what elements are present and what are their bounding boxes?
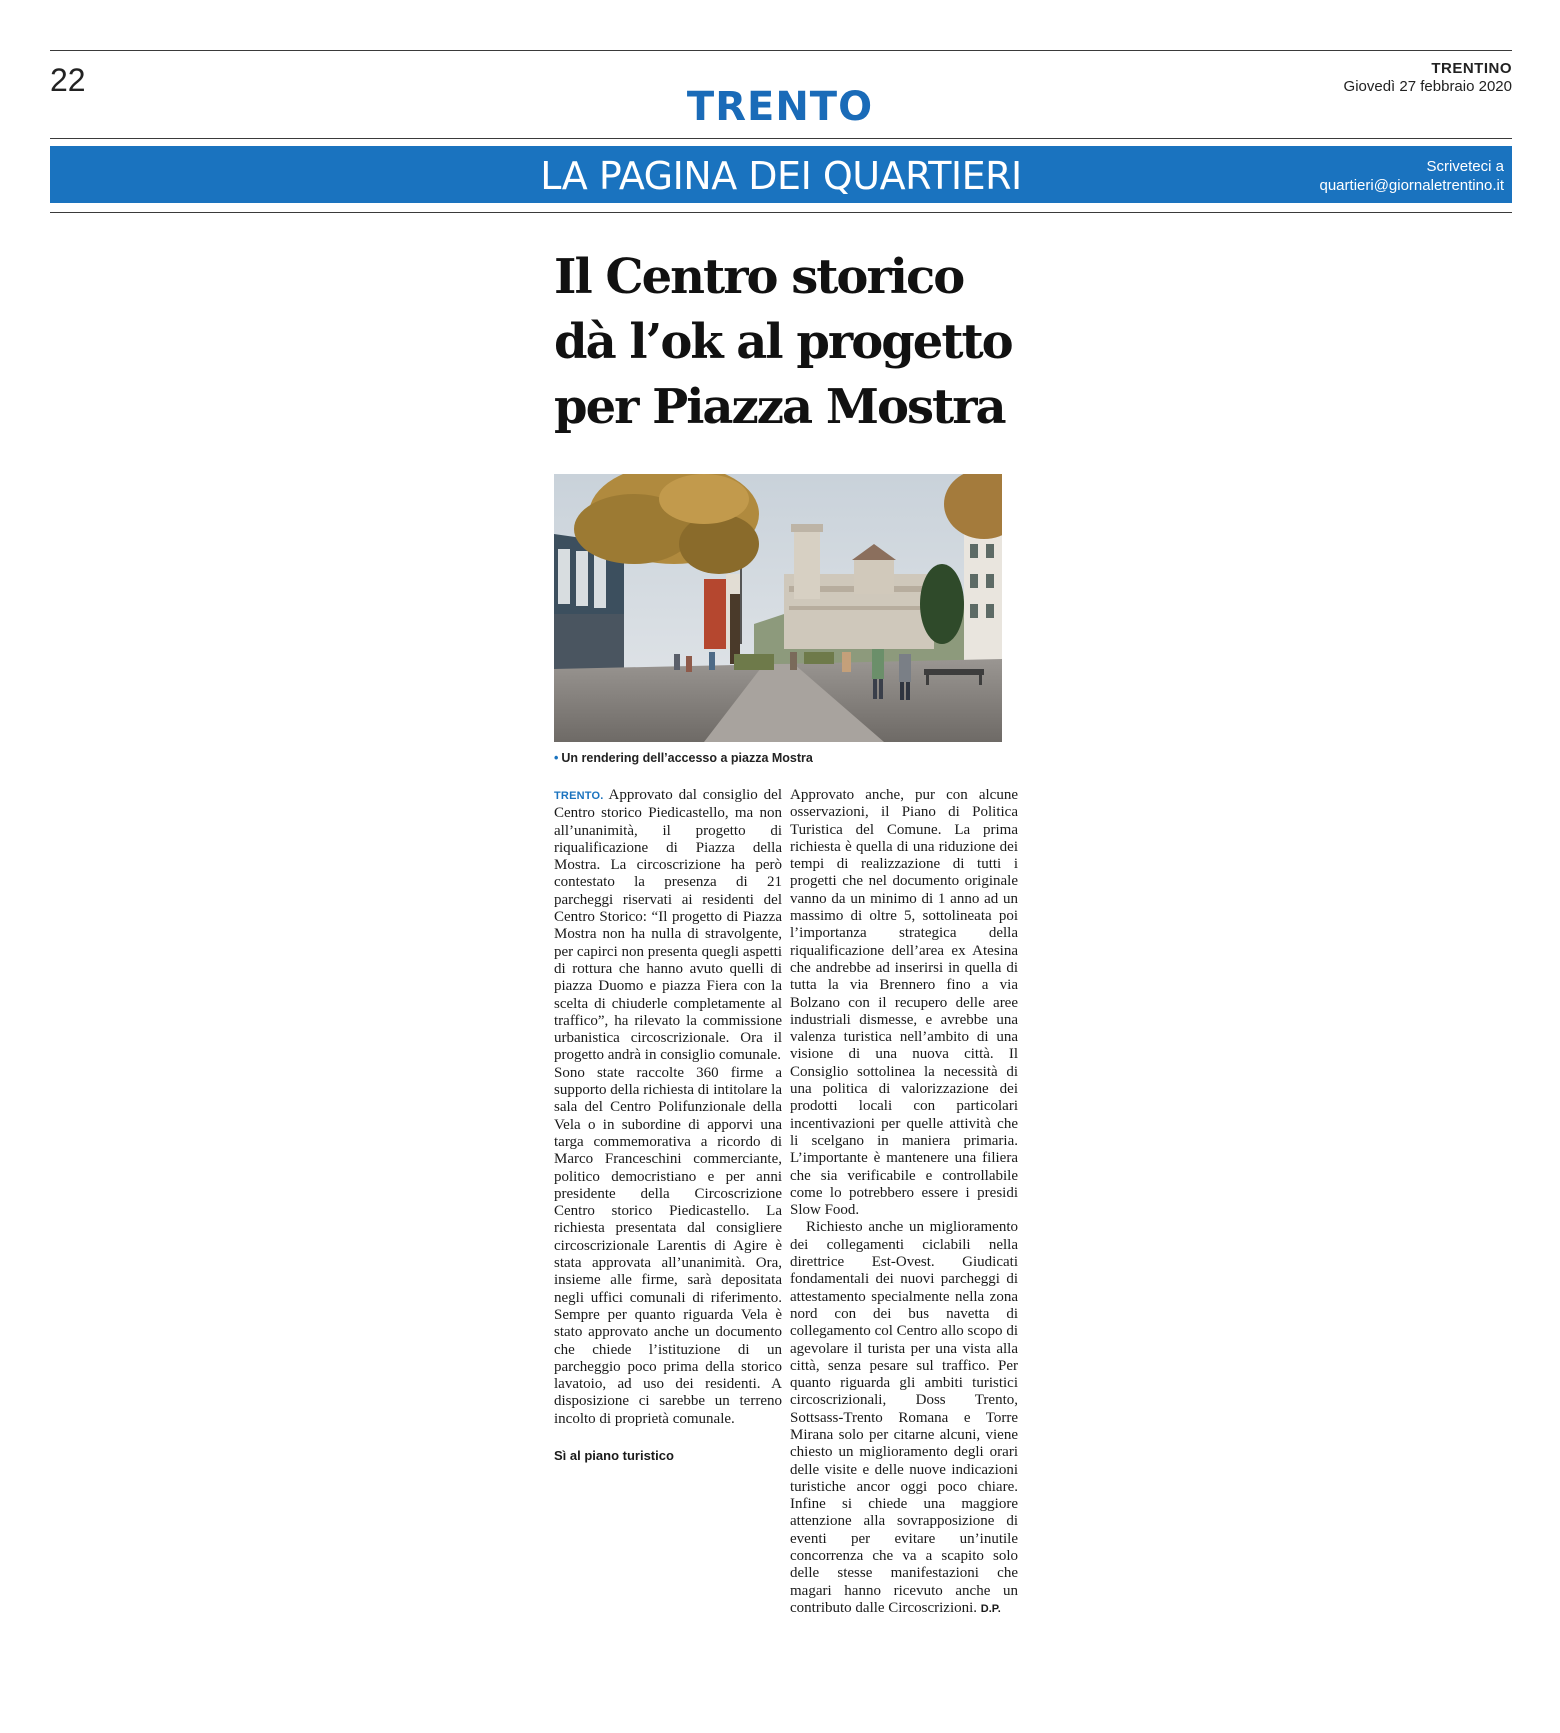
article-paragraph	[790, 1219, 1018, 1618]
section-banner	[50, 146, 1512, 203]
section-title: TRENTO	[686, 84, 874, 130]
author-signature: D.P.	[980, 1602, 1001, 1615]
dateline: TRENTO.	[554, 790, 604, 802]
headline-line: Il Centro storico	[554, 249, 964, 305]
headline-line: per Piazza Mostra	[554, 379, 1005, 435]
article-subhead: Sì al piano turistico	[554, 1447, 674, 1463]
article-column-1	[554, 787, 782, 1464]
top-rule	[50, 50, 1512, 51]
contact-email: quartieri@giornaletrentino.it	[1319, 177, 1504, 194]
contact-label: Scriveteci a	[1426, 158, 1504, 175]
caption-bullet: •	[554, 751, 559, 765]
article-headline	[554, 245, 1014, 440]
banner-contact	[1320, 157, 1505, 195]
paragraph-text: Richiesto anche un miglioramento dei collegamenti ciclabili nella direttrice Est-Ovest. Giudicati fondamentali dei nuovi parcheggi di attestamento specialmente nella zona nord con dei bus navetta di collegamento col Centro allo scopo di agevolare il turista per una vista alla città, senza pesare sul traffico. Per quanto riguarda gli ambiti turistici circoscrizionali, Doss Trento, Sottsass-Trento Romana e Torre Mirana solo per citarne alcuni, viene chiesto un miglioramento degli orari delle visite e delle nuove indicazioni turistiche ancor oggi poco chiare. Infine si chiede una maggiore attenzione alla sovrapposizione di eventi per evitare un’inutile concorrenza che va a scapito solo delle stesse manifestazioni che magari hanno ricevuto anche un contributo dalle Circoscrizioni.	[790, 1219, 1018, 1616]
paragraph-text: Approvato dal consiglio del Centro storico Piedicastello, ma non all’unanimità, il progetto di riqualificazione di Piazza della Mostra. La circoscrizione ha però contestato la presenza di 21 parcheggi riservati ai residenti del Centro Storico: “Il progetto di Piazza Mostra non ha nulla di stravolgente, per capirci non presenta quegli aspetti di rottura che hanno avuto quelli di piazza Duomo e piazza Fiera con la scelta di chiuderle completamente al traffico”, ha rilevato la commissione urbanistica circoscrizionale. Ora il progetto andrà in consiglio comunale.	[554, 787, 782, 1064]
article-paragraph: Sono state raccolte 360 firme a supporto della richiesta di intitolare la sala del Centro Polifunzionale della Vela o in subordine di apporvi una targa commemorativa a ricordo di Marco Franceschini commerciante, politico democristiano e per anni presidente della Circoscrizione Centro storico Piedicastello. La richiesta presentata dal consigliere circoscrizionale Larentis di Agire è stata approvata all’unanimità. Ora, insieme alle firme, sarà depositata negli uffici comunali di riferimento. Sempre per quanto riguarda Vela è stato approvato anche un documento che chiede l’istituzione di un parcheggio poco prima della storico lavatoio, ad uso dei residenti. A disposizione ci sarebbe un terreno incolto di proprietà comunale.	[554, 1064, 782, 1427]
article-paragraph	[554, 787, 782, 1065]
caption-text: Un rendering dell’accesso a piazza Mostra	[561, 751, 813, 765]
masthead	[1344, 60, 1512, 96]
article-photo	[554, 474, 1002, 742]
photo-caption	[554, 751, 1014, 765]
issue-date: Giovedì 27 febbraio 2020	[1343, 78, 1512, 95]
article-paragraph: Approvato anche, pur con alcune osservazioni, il Piano di Politica Turistica del Comune. La prima richiesta è quella di una riduzione dei tempi di realizzazione di tutti i progetti che nel documento originale vanno da un minimo di 1 anno ad un massimo di oltre 5, sottolineata poi l’importanza strategica della riqualificazione dell’area ex Atesina che andrebbe ad inserirsi in quella di tutta la via Brennero fino a via Bolzano con il recupero delle aree industriali dismesse, e avrebbe una valenza turistica nell’ambito di una visione di una nuova città. Il Consiglio sottolinea la necessità di una politica di valorizzazione dei prodotti locali con particolari incentivazioni per quelle attività che li scelgano in maniera primaria. L’importante è mantenere una filiera che sia verificabile e controllabile come lo potrebbero essere i presidi Slow Food.	[790, 787, 1018, 1219]
header-rule	[50, 138, 1512, 139]
page-number: 22	[50, 62, 86, 98]
banner-rule	[50, 212, 1512, 213]
article-column-2	[790, 787, 1018, 1618]
newspaper-name: TRENTINO	[1431, 60, 1512, 77]
banner-title: LA PAGINA DEI QUARTIERI	[540, 154, 1022, 198]
headline-line: dà l’ok al progetto	[554, 314, 1012, 370]
